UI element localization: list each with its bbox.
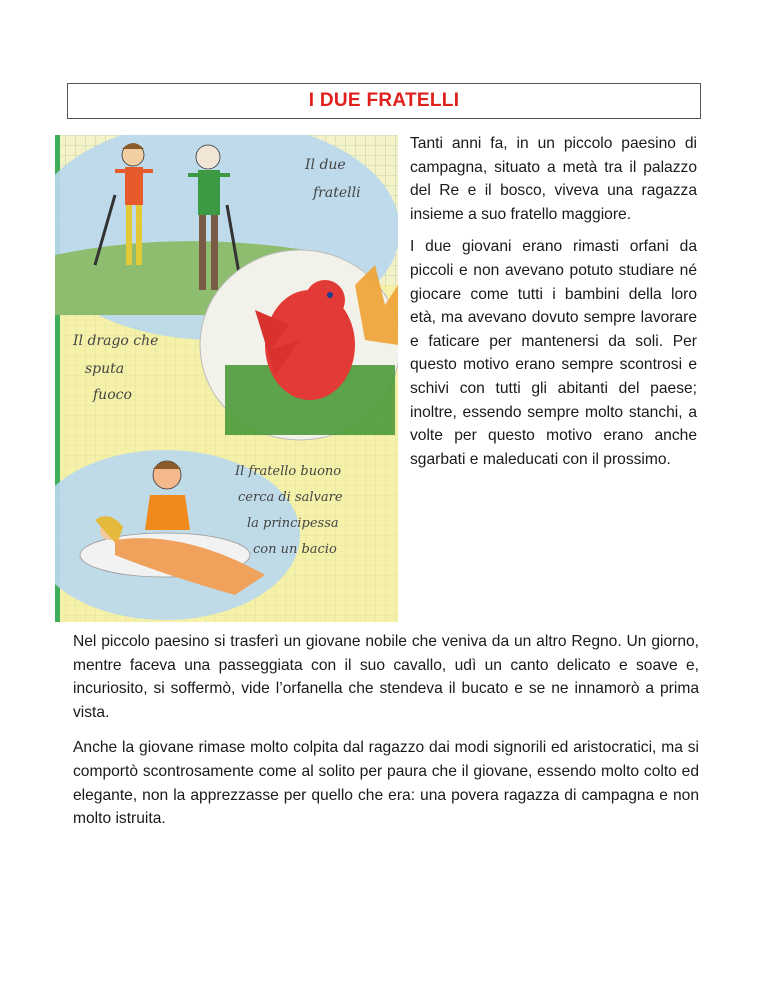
title-box — [67, 83, 701, 119]
caption-bottom-line4: con un bacio — [253, 542, 337, 557]
paragraph-4: Anche la giovane rimase molto colpita dal ragazzo dai modi signorili ed aristocratici, ma si comportò scontrosamente come al solito per paura che il giovane, essendo molto colto ed elegante, non la apprezzasse per quello che era: una povera ragazza di campagna e non molto istruita. — [73, 739, 699, 828]
child-drawing-illustration — [55, 135, 398, 622]
caption-top-line2: fratelli — [313, 185, 361, 201]
main-text-block — [73, 630, 699, 843]
document-title: I DUE FRATELLI — [308, 90, 460, 111]
side-text-column — [410, 132, 697, 480]
drawing-svg — [55, 135, 398, 622]
caption-middle-line3: fuoco — [93, 387, 132, 403]
paragraph-1: Tanti anni fa, in un piccolo paesino di campagna, situato a metà tra il palazzo del Re e il bosco, viveva una ragazza insieme a suo fratello maggiore. — [410, 135, 697, 223]
caption-bottom-line3: la principessa — [247, 516, 339, 531]
caption-top-line1: Il due — [305, 157, 346, 173]
caption-bottom-line1: Il fratello buono — [235, 464, 342, 479]
caption-bottom-line2: cerca di salvare — [238, 490, 343, 505]
paragraph-3: Nel piccolo paesino si trasferì un giovane nobile che veniva da un altro Regno. Un giorno, mentre faceva una passeggiata con il suo cavallo, udì un canto delicato e soave e, incuriosito, si soffermò, vide l’orfanella che stendeva il bucato e se ne innamorò a prima vista. — [73, 633, 699, 721]
caption-middle-line1: Il drago che — [73, 333, 159, 349]
caption-middle-line2: sputa — [85, 361, 125, 377]
paragraph-2: I due giovani erano rimasti orfani da piccoli e non avevano potuto studiare né giocare come tutti i bambini della loro età, ma avevano dovuto sempre lavorare e faticare per mantenersi da soli. Per questo motivo erano sempre scontrosi e schivi con tutti gli abitanti del paese; inoltre, essendo sempre molto stanchi, a volte per questo motivo erano anche sgarbati e maleducati con il prossimo. — [410, 238, 697, 468]
